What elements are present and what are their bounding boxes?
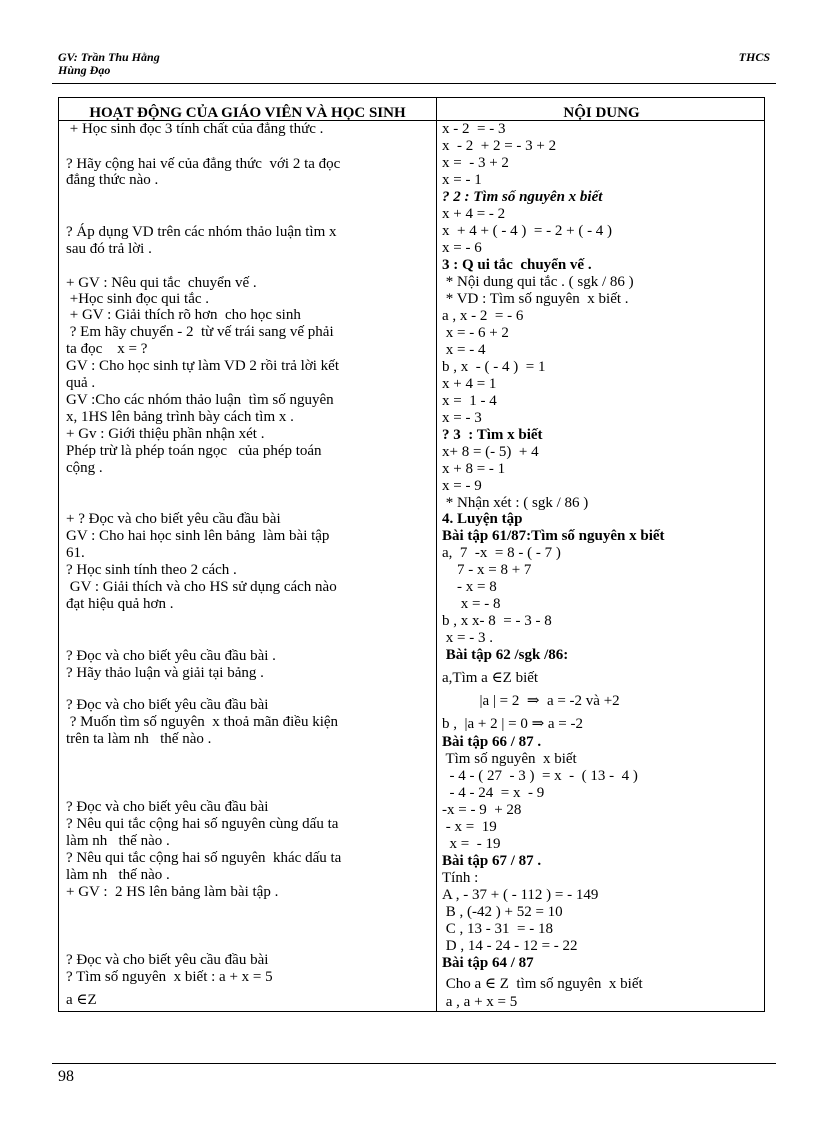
- content-line: b , x x- 8 = - 3 - 8: [442, 613, 552, 629]
- content-line: 7 - x = 8 + 7: [442, 562, 532, 578]
- activity-line: làm nh thế nào .: [66, 833, 170, 849]
- content-line: x + 4 = - 2: [442, 206, 506, 222]
- activity-line: GV : Cho học sinh tự làm VD 2 rồi trả lời kết: [66, 358, 339, 374]
- content-line: x = - 4: [442, 342, 486, 358]
- activity-line: ? Tìm số nguyên x biết : a + x = 5: [66, 969, 273, 985]
- activity-line: ? Em hãy chuyển - 2 từ vế trái sang vế phải: [66, 324, 334, 340]
- content-line: * Nhận xét : ( sgk / 86 ): [442, 495, 589, 511]
- header-teacher: [58, 51, 160, 77]
- content-line: Bài tập 61/87:Tìm số nguyên x biết: [442, 528, 665, 544]
- content-line: Bài tập 62 /sgk /86:: [442, 647, 569, 663]
- content-line: x + 4 + ( - 4 ) = - 2 + ( - 4 ): [442, 223, 613, 239]
- header-teacher-name: GV: Trần Thu Hằng: [58, 50, 160, 64]
- activity-line: đạt hiệu quả hơn .: [66, 596, 174, 612]
- content-line: x = - 19: [442, 836, 501, 852]
- header-school: THCS: [738, 50, 770, 64]
- content-line: x + 8 = - 1: [442, 461, 506, 477]
- content-line: Bài tập 66 / 87 .: [442, 734, 542, 750]
- content-line: x = - 9: [442, 478, 482, 494]
- activity-line: ? Hãy thảo luận và giải tại bảng .: [66, 665, 264, 681]
- content-line: x = - 1: [442, 172, 482, 188]
- activity-line: đẳng thức nào .: [66, 172, 159, 188]
- content-line: x + 4 = 1: [442, 376, 497, 392]
- activity-line: + Học sinh đọc 3 tính chất của đẳng thức .: [66, 121, 324, 137]
- col-header-activities: HOẠT ĐỘNG CỦA GIÁO VIÊN VÀ HỌC SINH: [89, 105, 406, 121]
- activity-line: ? Muốn tìm số nguyên x thoả mãn điều kiện: [66, 714, 339, 730]
- content-line: b , x - ( - 4 ) = 1: [442, 359, 546, 375]
- content-line: ? 2 : Tìm số nguyên x biết: [442, 189, 603, 205]
- content-line: * VD : Tìm số nguyên x biết .: [442, 291, 629, 307]
- content-line: Tìm số nguyên x biết: [442, 751, 577, 767]
- activity-line: + Gv : Giới thiệu phần nhận xét .: [66, 426, 265, 442]
- activity-line: ? Nêu qui tắc cộng hai số nguyên cùng dấu ta: [66, 816, 339, 832]
- activity-line: + GV : Giải thích rõ hơn cho học sinh: [66, 307, 301, 323]
- header-school-location: Hùng Đạo: [58, 63, 111, 77]
- content-line: Bài tập 67 / 87 .: [442, 853, 542, 869]
- activity-line: a ∈Z: [66, 992, 97, 1008]
- activity-line: + GV : Nêu qui tắc chuyển vế .: [66, 275, 257, 291]
- content-line: 4. Luyện tập: [442, 511, 523, 527]
- content-line: x = - 6: [442, 240, 482, 256]
- content-line: a , x - 2 = - 6: [442, 308, 524, 324]
- activity-line: ? Đọc và cho biết yêu cầu đầu bài: [66, 799, 269, 815]
- content-line: Tính :: [442, 870, 479, 886]
- content-line: ? 3 : Tìm x biết: [442, 427, 543, 443]
- content-line: x = - 8: [442, 596, 501, 612]
- content-line: B , (-42 ) + 52 = 10: [442, 904, 563, 920]
- activity-line: + GV : 2 HS lên bảng làm bài tập .: [66, 884, 279, 900]
- content-line: - x = 8: [442, 579, 497, 595]
- activity-line: làm nh thế nào .: [66, 867, 170, 883]
- activity-line: GV : Giải thích và cho HS sử dụng cách nào: [66, 579, 337, 595]
- activity-line: GV :Cho các nhóm thảo luận tìm số nguyên: [66, 392, 334, 408]
- activity-line: cộng .: [66, 460, 103, 476]
- activity-line: + ? Đọc và cho biết yêu cầu đầu bài: [66, 511, 281, 527]
- content-line: x = - 3 + 2: [442, 155, 509, 171]
- content-line: Cho a ∈ Z tìm số nguyên x biết: [442, 976, 643, 992]
- content-line: |a | = 2 ⇒ a = -2 và +2: [442, 693, 620, 709]
- content-line: a , a + x = 5: [442, 994, 518, 1010]
- activity-line: ? Áp dụng VD trên các nhóm thảo luận tìm x: [66, 224, 337, 240]
- activity-line: ? Đọc và cho biết yêu cầu đầu bài .: [66, 648, 276, 664]
- content-line: x = - 3: [442, 410, 482, 426]
- activity-line: ? Nêu qui tắc cộng hai số nguyên khác dấu ta: [66, 850, 342, 866]
- lesson-content: [437, 98, 766, 1011]
- activity-line: quả .: [66, 375, 96, 391]
- activity-line: GV : Cho hai học sinh lên bảng làm bài tập: [66, 528, 330, 544]
- header-divider: [52, 83, 776, 84]
- activity-line: ? Học sinh tính theo 2 cách .: [66, 562, 237, 578]
- activity-line: +Học sinh đọc qui tắc .: [66, 291, 210, 307]
- content-line: D , 14 - 24 - 12 = - 22: [442, 938, 578, 954]
- content-line: a,Tìm a ∈Z biết: [442, 670, 539, 686]
- content-line: b , |a + 2 | = 0 ⇒ a = -2: [442, 716, 584, 732]
- footer-divider: [52, 1063, 776, 1064]
- content-line: Bài tập 64 / 87: [442, 955, 534, 971]
- activity-line: x, 1HS lên bảng trình bày cách tìm x .: [66, 409, 294, 425]
- content-line: C , 13 - 31 = - 18: [442, 921, 553, 937]
- page-number: 98: [58, 1068, 74, 1085]
- content-line: x - 2 + 2 = - 3 + 2: [442, 138, 557, 154]
- activity-line: Phép trừ là phép toán ngọc của phép toán: [66, 443, 322, 459]
- content-line: -x = - 9 + 28: [442, 802, 522, 818]
- activity-line: ta đọc x = ?: [66, 341, 148, 357]
- activity-line: ? Đọc và cho biết yêu cầu đầu bài: [66, 952, 269, 968]
- content-line: x = 1 - 4: [442, 393, 497, 409]
- content-line: x = - 3 .: [442, 630, 493, 646]
- content-line: 3 : Q ui tắc chuyển vế .: [442, 257, 592, 273]
- activity-line: ? Hãy cộng hai vế của đẳng thức với 2 ta đọc: [66, 156, 341, 172]
- content-line: - x = 19: [442, 819, 497, 835]
- content-line: a, 7 -x = 8 - ( - 7 ): [442, 545, 561, 561]
- content-line: * Nội dung qui tắc . ( sgk / 86 ): [442, 274, 634, 290]
- content-line: x = - 6 + 2: [442, 325, 509, 341]
- activity-line: sau đó trả lời .: [66, 241, 152, 257]
- col-header-content: NỘI DUNG: [563, 105, 640, 121]
- content-line: A , - 37 + ( - 112 ) = - 149: [442, 887, 599, 903]
- lesson-table: [58, 97, 765, 1012]
- content-line: x+ 8 = (- 5) + 4: [442, 444, 539, 460]
- activity-line: ? Đọc và cho biết yêu cầu đầu bài: [66, 697, 269, 713]
- activity-line: trên ta làm nh thế nào .: [66, 731, 212, 747]
- content-line: x - 2 = - 3: [442, 121, 506, 137]
- content-line: - 4 - ( 27 - 3 ) = x - ( 13 - 4 ): [442, 768, 638, 784]
- content-line: - 4 - 24 = x - 9: [442, 785, 545, 801]
- activity-line: 61.: [66, 545, 85, 561]
